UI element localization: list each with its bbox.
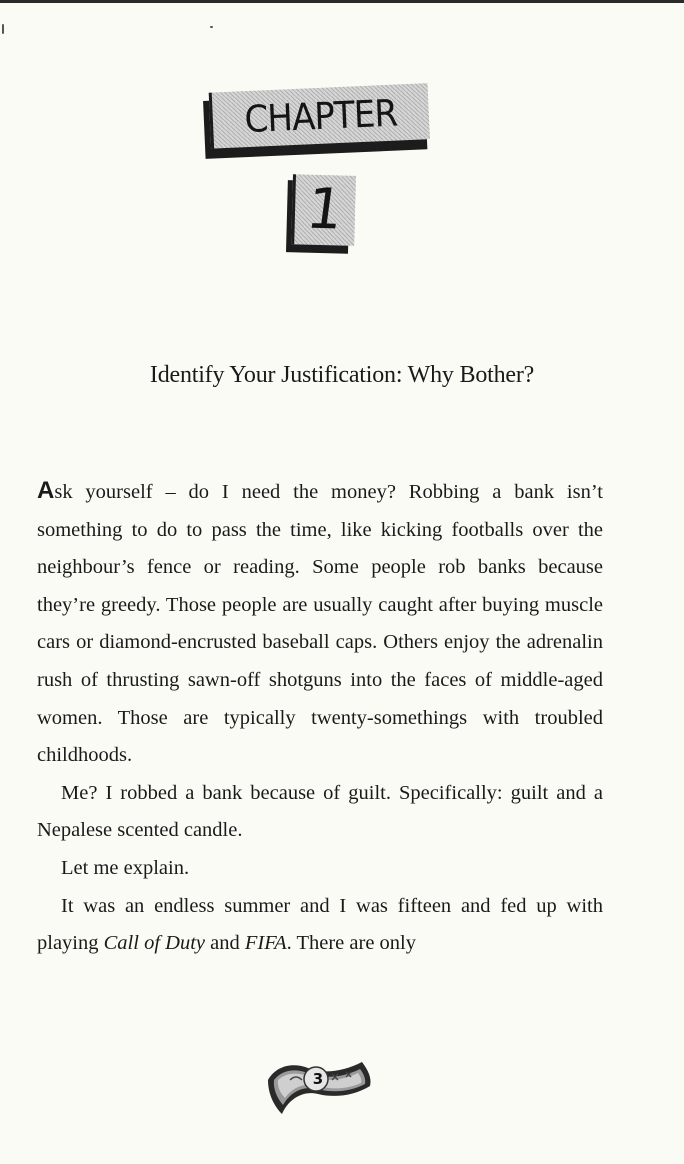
paragraph-4-text-c: . There are only (286, 932, 417, 955)
paragraph-4 (37, 888, 603, 963)
paragraph-2: Me? I robbed a bank because of guilt. Specifically: guilt and a Nepalese scented candle. (37, 781, 603, 842)
chapter-label: CHAPTER (243, 91, 399, 141)
chapter-label-plate (209, 83, 430, 148)
chapter-number-card (286, 174, 356, 254)
paragraph-1 (37, 472, 603, 775)
game-title-call-of-duty: Call of Duty (103, 932, 205, 955)
page-top-edge (0, 0, 684, 3)
paragraph-4-text-b: and (204, 932, 245, 955)
paragraph-1-text: sk yourself – do I need the money? Robbing a bank isn’t something to do to pass the time, like kicking footballs over the neighbour’s fence or reading. Some people rob banks because they’re greedy. Those people are usually caught after buying muscle cars or diamond-encrusted baseball caps. Others enjoy the adrenalin rush of thrusting sawn-off shotguns into the faces of middle-aged women. Those are typically twenty-somethings with troubled childhoods. (37, 481, 603, 767)
paper-speck (2, 24, 4, 34)
paragraph-4-text-a: It was an endless summer and I was fifteen and fed up with playing (37, 894, 603, 955)
drop-cap: A (37, 477, 55, 504)
paragraph-3: Let me explain. (61, 856, 190, 879)
game-title-fifa: FIFA (244, 932, 287, 955)
page-number-badge (262, 1050, 376, 1122)
chapter-number-plate (291, 174, 356, 246)
body-text (37, 472, 603, 963)
page-number: 3 (312, 1070, 324, 1088)
paper-speck (210, 26, 213, 28)
chapter-number: 1 (303, 176, 348, 243)
chapter-title: Identify Your Justification: Why Bother? (149, 362, 535, 388)
chapter-label-card (203, 83, 432, 157)
